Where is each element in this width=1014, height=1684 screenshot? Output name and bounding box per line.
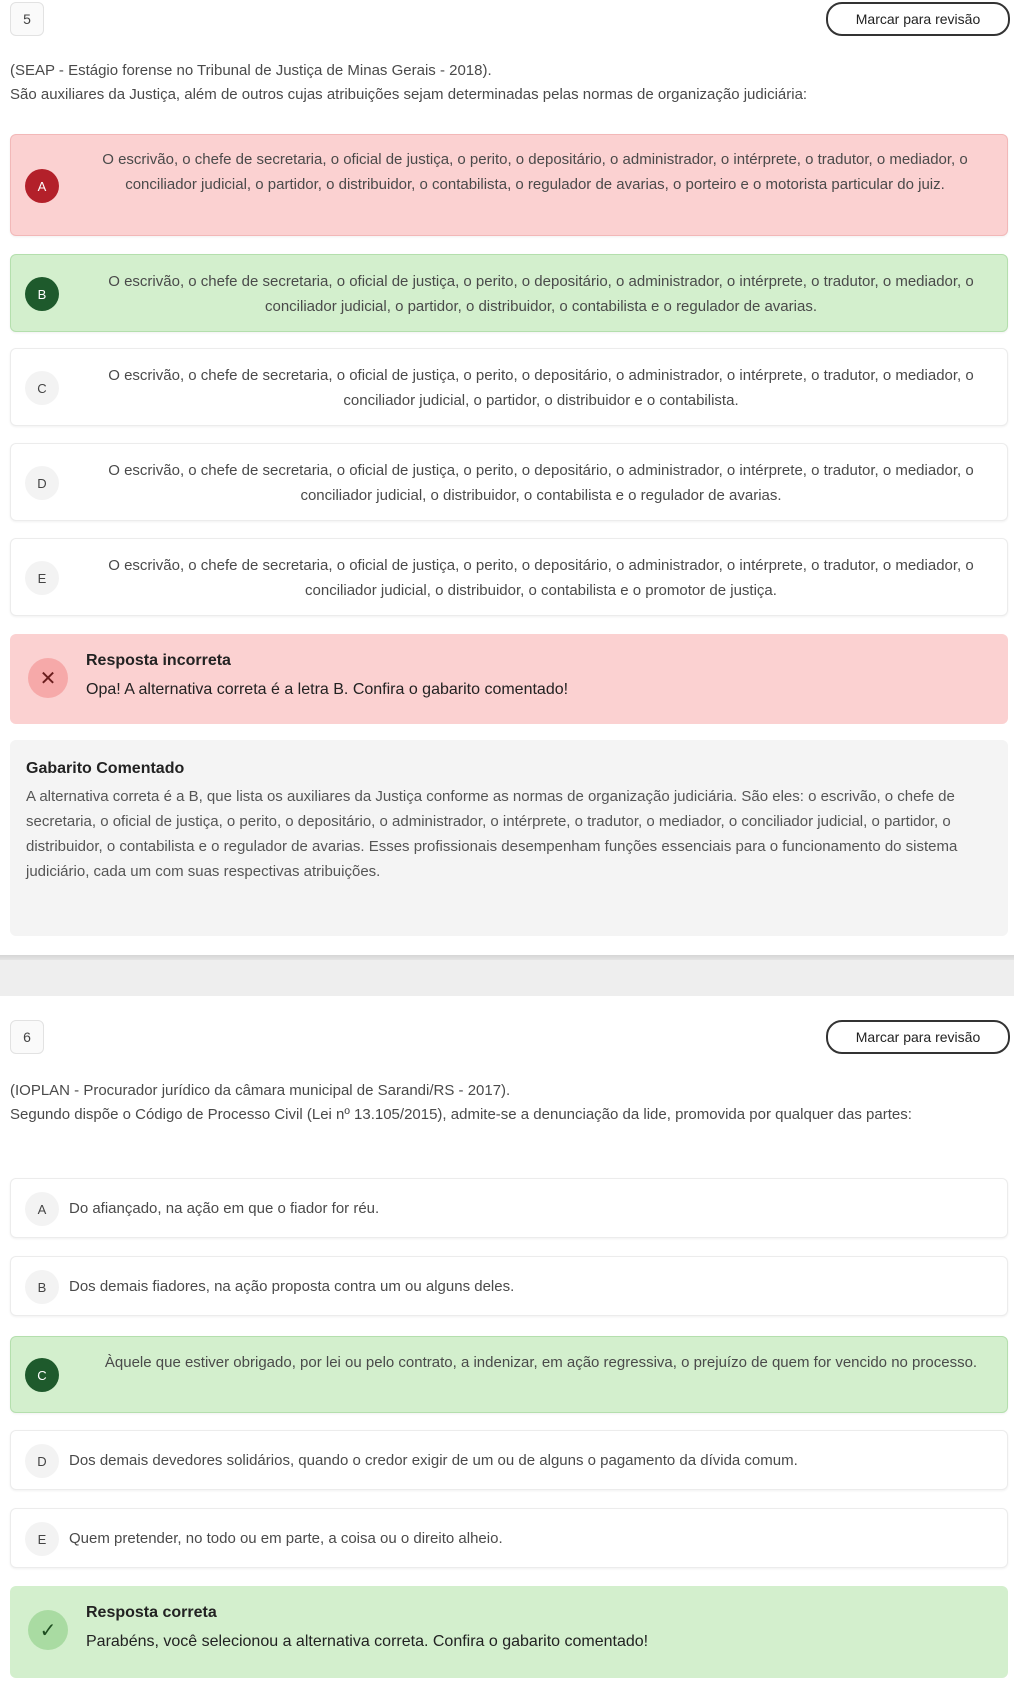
option-c[interactable] xyxy=(10,1336,1008,1413)
option-d[interactable] xyxy=(10,1430,1008,1490)
option-letter-c: C xyxy=(25,371,59,405)
option-letter-a: A xyxy=(25,169,59,203)
commented-title: Gabarito Comentado xyxy=(26,760,185,777)
section-divider xyxy=(0,960,1014,996)
option-letter-c: C xyxy=(25,1358,59,1392)
option-letter-e: E xyxy=(25,561,59,595)
option-e[interactable] xyxy=(10,538,1008,616)
feedback-title: Resposta correta xyxy=(86,1604,217,1621)
option-text: O escrivão, o chefe de secretaria, o oficial de justiça, o perito, o depositário, o administrador, o intérprete, o tradutor, o mediador, o conciliador judicial, o partidor, o distribuidor e o contabilista. xyxy=(108,367,974,409)
option-a[interactable] xyxy=(10,1178,1008,1238)
feedback-correct xyxy=(10,1586,1008,1678)
feedback-message: Opa! A alternativa correta é a letra B. Confira o gabarito comentado! xyxy=(86,681,569,698)
mark-for-review-button[interactable]: Marcar para revisão xyxy=(826,2,1010,36)
option-text: Àquele que estiver obrigado, por lei ou pelo contrato, a indenizar, em ação regressiva, o prejuízo de quem for vencido no processo. xyxy=(104,1354,978,1371)
option-text: O escrivão, o chefe de secretaria, o oficial de justiça, o perito, o depositário, o administrador, o intérprete, o tradutor, o mediador, o conciliador judicial, o partidor, o distribuidor, o contabilista e o regulador de avarias. xyxy=(108,273,974,315)
feedback-title: Resposta incorreta xyxy=(86,652,231,669)
option-text: Dos demais devedores solidários, quando o credor exigir de um ou de alguns o pagamento da dívida comum. xyxy=(69,1452,798,1469)
question-number: 5 xyxy=(10,2,44,36)
option-b[interactable] xyxy=(10,1256,1008,1316)
question-stem: Segundo dispõe o Código de Processo Civil (Lei nº 13.105/2015), admite-se a denunciação da lide, promovida por qualquer das partes: xyxy=(10,1106,912,1123)
option-text: O escrivão, o chefe de secretaria, o oficial de justiça, o perito, o depositário, o administrador, o intérprete, o tradutor, o mediador, o conciliador judicial, o distribuidor, o contabilista e o regulador de avarias. xyxy=(108,462,974,504)
option-letter-b: B xyxy=(25,1270,59,1304)
option-letter-d: D xyxy=(25,1444,59,1478)
question-6 xyxy=(0,996,1014,1684)
option-letter-a: A xyxy=(25,1192,59,1226)
commented-answer xyxy=(10,740,1008,936)
question-source: (IOPLAN - Procurador jurídico da câmara municipal de Sarandi/RS - 2017). xyxy=(10,1082,511,1099)
option-letter-b: B xyxy=(25,277,59,311)
option-a[interactable] xyxy=(10,134,1008,236)
option-c[interactable] xyxy=(10,348,1008,426)
option-text: O escrivão, o chefe de secretaria, o oficial de justiça, o perito, o depositário, o administrador, o intérprete, o tradutor, o mediador, o conciliador judicial, o partidor, o distribuidor, o contabilista, o regulador de avarias, o porteiro e o motorista particular do juiz. xyxy=(102,151,968,193)
feedback-message: Parabéns, você selecionou a alternativa correta. Confira o gabarito comentado! xyxy=(86,1633,649,1650)
option-d[interactable] xyxy=(10,443,1008,521)
mark-for-review-button[interactable]: Marcar para revisão xyxy=(826,1020,1010,1054)
option-text: Quem pretender, no todo ou em parte, a coisa ou o direito alheio. xyxy=(69,1530,503,1547)
option-letter-e: E xyxy=(25,1522,59,1556)
question-stem: São auxiliares da Justiça, além de outros cujas atribuições sejam determinadas pelas normas de organização judiciária: xyxy=(10,86,808,103)
check-icon: ✓ xyxy=(28,1610,68,1650)
feedback-incorrect xyxy=(10,634,1008,724)
question-source: (SEAP - Estágio forense no Tribunal de Justiça de Minas Gerais - 2018). xyxy=(10,62,492,79)
commented-text: A alternativa correta é a B, que lista os auxiliares da Justiça conforme as normas de organização judiciária. São eles: o escrivão, o chefe de secretaria, o oficial de justiça, o perito, o depositário, o administrador, o intérprete, o tradutor, o mediador, o conciliador judicial, o partidor, o distribuidor, o contabilista e o regulador de avarias. Esses profissionais desempenham funções essenciais para o funcionamento do sistema judiciário, cada um com suas respectivas atribuições. xyxy=(26,788,958,880)
question-number: 6 xyxy=(10,1020,44,1054)
option-e[interactable] xyxy=(10,1508,1008,1568)
option-b[interactable] xyxy=(10,254,1008,332)
option-text: Dos demais fiadores, na ação proposta contra um ou alguns deles. xyxy=(69,1278,515,1295)
option-letter-d: D xyxy=(25,466,59,500)
close-icon: ✕ xyxy=(28,658,68,698)
option-text: O escrivão, o chefe de secretaria, o oficial de justiça, o perito, o depositário, o administrador, o intérprete, o tradutor, o mediador, o conciliador judicial, o distribuidor, o contabilista e o promotor de justiça. xyxy=(108,557,974,599)
option-text: Do afiançado, na ação em que o fiador for réu. xyxy=(69,1200,380,1217)
